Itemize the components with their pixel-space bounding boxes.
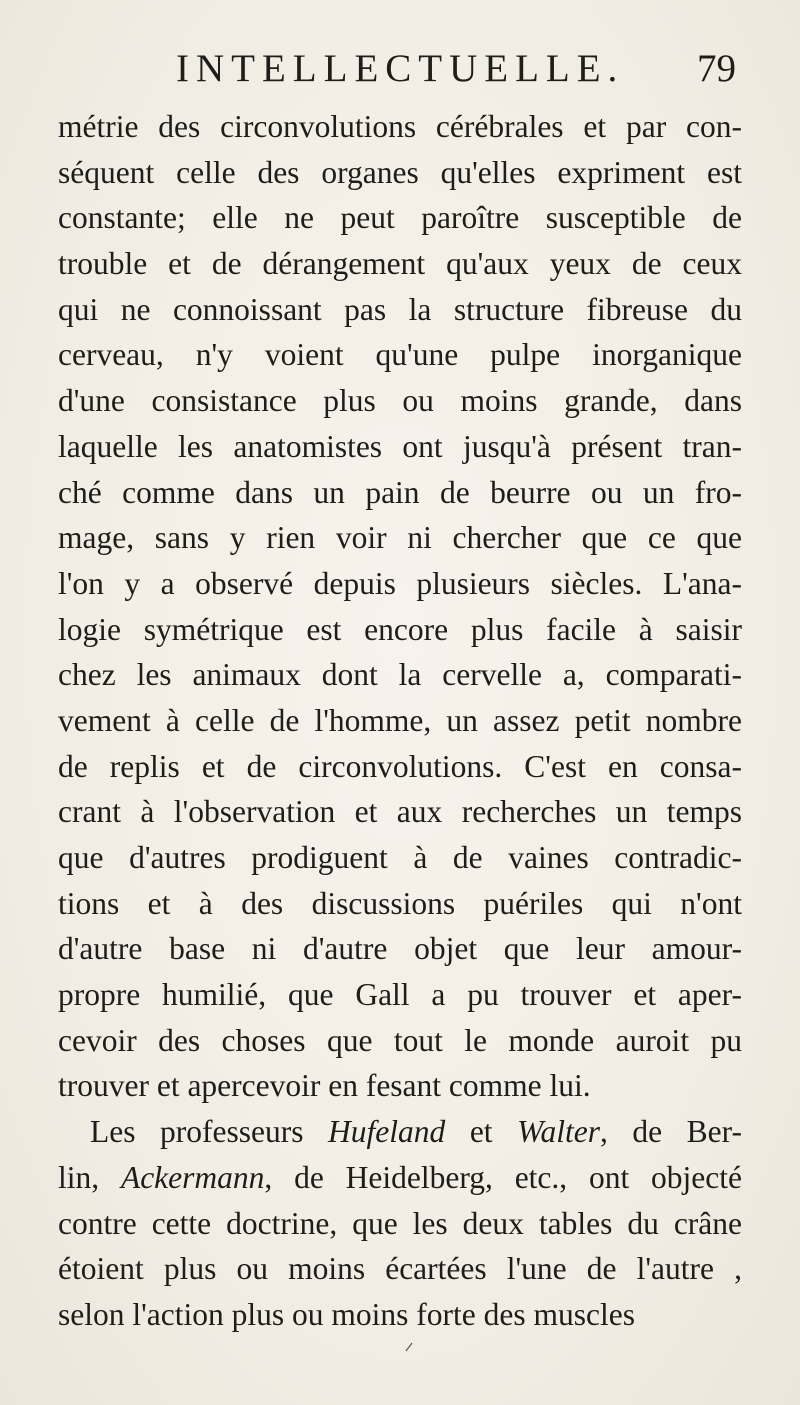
running-head <box>176 46 736 106</box>
line-fragment: et <box>445 1114 518 1150</box>
text-line-paragraph-end: trouver et apercevoir en fesant comme lui. <box>58 1068 591 1104</box>
text-line: laquelle les anatomistes ont jusqu'à présent tran- <box>58 428 742 464</box>
text-line: d'une consistance plus ou moins grande, dans <box>58 383 742 419</box>
text-line: ché comme dans un pain de beurre ou un fro- <box>58 474 742 510</box>
text-line-names <box>58 1155 742 1201</box>
name-ackermann: Ackermann <box>120 1159 265 1195</box>
running-title: INTELLECTUELLE. <box>176 47 625 90</box>
text-line: l'on y a observé depuis plusieurs siècles. L'ana- <box>58 565 742 601</box>
text-line: vement à celle de l'homme, un assez petit nombre <box>58 702 742 738</box>
page-number: 79 <box>697 47 736 90</box>
text-line-names <box>58 1109 742 1155</box>
text-line: d'autre base ni d'autre objet que leur amour- <box>58 931 742 967</box>
line-fragment: , de Ber- <box>599 1114 742 1150</box>
line-fragment: , de Heidelberg, etc., ont objecté <box>264 1159 742 1195</box>
text-line: cevoir des choses que tout le monde auroit pu <box>58 1022 742 1058</box>
line-fragment: lin, <box>58 1159 121 1195</box>
text-line: selon l'action plus ou moins forte des muscles <box>58 1296 635 1332</box>
name-hufeland: Hufeland <box>328 1114 446 1150</box>
text-line: mage, sans y rien voir ni chercher que ce que <box>58 520 742 556</box>
text-line: contre cette doctrine, que les deux tables du crâne <box>58 1205 742 1241</box>
text-line: que d'autres prodiguent à de vaines contradic- <box>58 840 742 875</box>
text-line: tions et à des discussions puériles qui n'ont <box>58 885 742 921</box>
body-text <box>58 104 742 1338</box>
text-line: cerveau, n'y voient qu'une pulpe inorganique <box>58 337 742 373</box>
text-line: de replis et de circonvolutions. C'est en consa- <box>58 748 742 784</box>
text-line: constante; elle ne peut paroître susceptible de <box>58 200 742 236</box>
text-line: métrie des circonvolutions cérébrales et par con- <box>58 109 742 144</box>
line-fragment: Les professeurs <box>90 1114 329 1150</box>
text-line: séquent celle des organes qu'elles expriment est <box>58 154 742 190</box>
text-line: propre humilié, que Gall a pu trouver et aper- <box>58 977 742 1013</box>
name-walter: Walter <box>517 1114 600 1150</box>
text-line: étoient plus ou moins écartées l'une de l'autre , <box>58 1251 742 1287</box>
text-line: trouble et de dérangement qu'aux yeux de ceux <box>58 246 742 282</box>
text-line: qui ne connoissant pas la structure fibreuse du <box>58 291 742 327</box>
text-line: chez les animaux dont la cervelle a, comparati- <box>58 657 742 693</box>
text-line: crant à l'observation et aux recherches un temps <box>58 794 742 830</box>
ink-speck <box>404 1342 414 1352</box>
text-line: logie symétrique est encore plus facile à saisir <box>58 611 742 647</box>
